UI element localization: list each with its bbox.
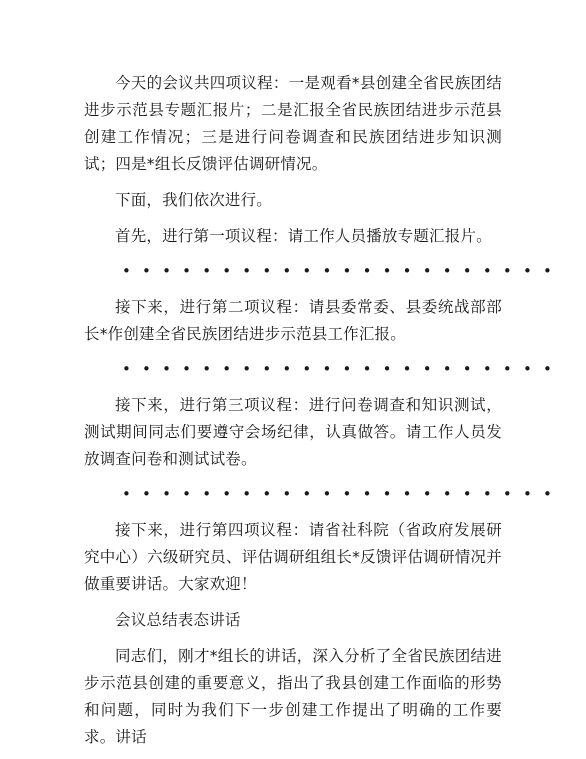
paragraph-proceed: 下面，我们依次进行。 <box>115 191 273 209</box>
separator-dots: •••••••••••••••••••••• <box>122 262 564 280</box>
paragraph-item-1: 首先，进行第一项议程：请工作人员播放专题汇报片。 <box>115 227 492 245</box>
paragraph-item-4: 接下来，进行第四项议程：请省社科院（省政府发展研究中心）六级研究员、评估调研组组长*反馈评估调研情况并做重要讲话。大家欢迎！ <box>84 521 502 593</box>
paragraph-agenda: 今天的会议共四项议程：一是观看*县创建全省民族团结进步示范县专题汇报片；二是汇报全省民族团结进步示范县创建工作情况；三是进行问卷调查和民族团结进步知识测试；四是*组长反馈评估调研情况。 <box>84 74 502 173</box>
separator-dots: •••••••••••••••••••••• <box>122 485 564 503</box>
paragraph-item-3: 接下来，进行第三项议程：进行问卷调查和知识测试，测试期间同志们要遵守会场纪律，认真做答。请工作人员发放调查问卷和测试试卷。 <box>84 396 502 468</box>
document-page <box>84 70 564 751</box>
paragraph-summary: 同志们，刚才*组长的讲话，深入分析了全省民族团结进步示范县创建的重要意义，指出了我县创建工作面临的形势和问题，同时为我们下一步创建工作提出了明确的工作要求。讲话 <box>84 647 502 746</box>
paragraph-item-2: 接下来，进行第二项议程：请县委常委、县委统战部部长*作创建全省民族团结进步示范县工作汇报。 <box>84 298 502 343</box>
separator-dots: •••••••••••••••••••••• <box>122 360 564 378</box>
section-heading-summary: 会议总结表态讲话 <box>115 611 241 629</box>
